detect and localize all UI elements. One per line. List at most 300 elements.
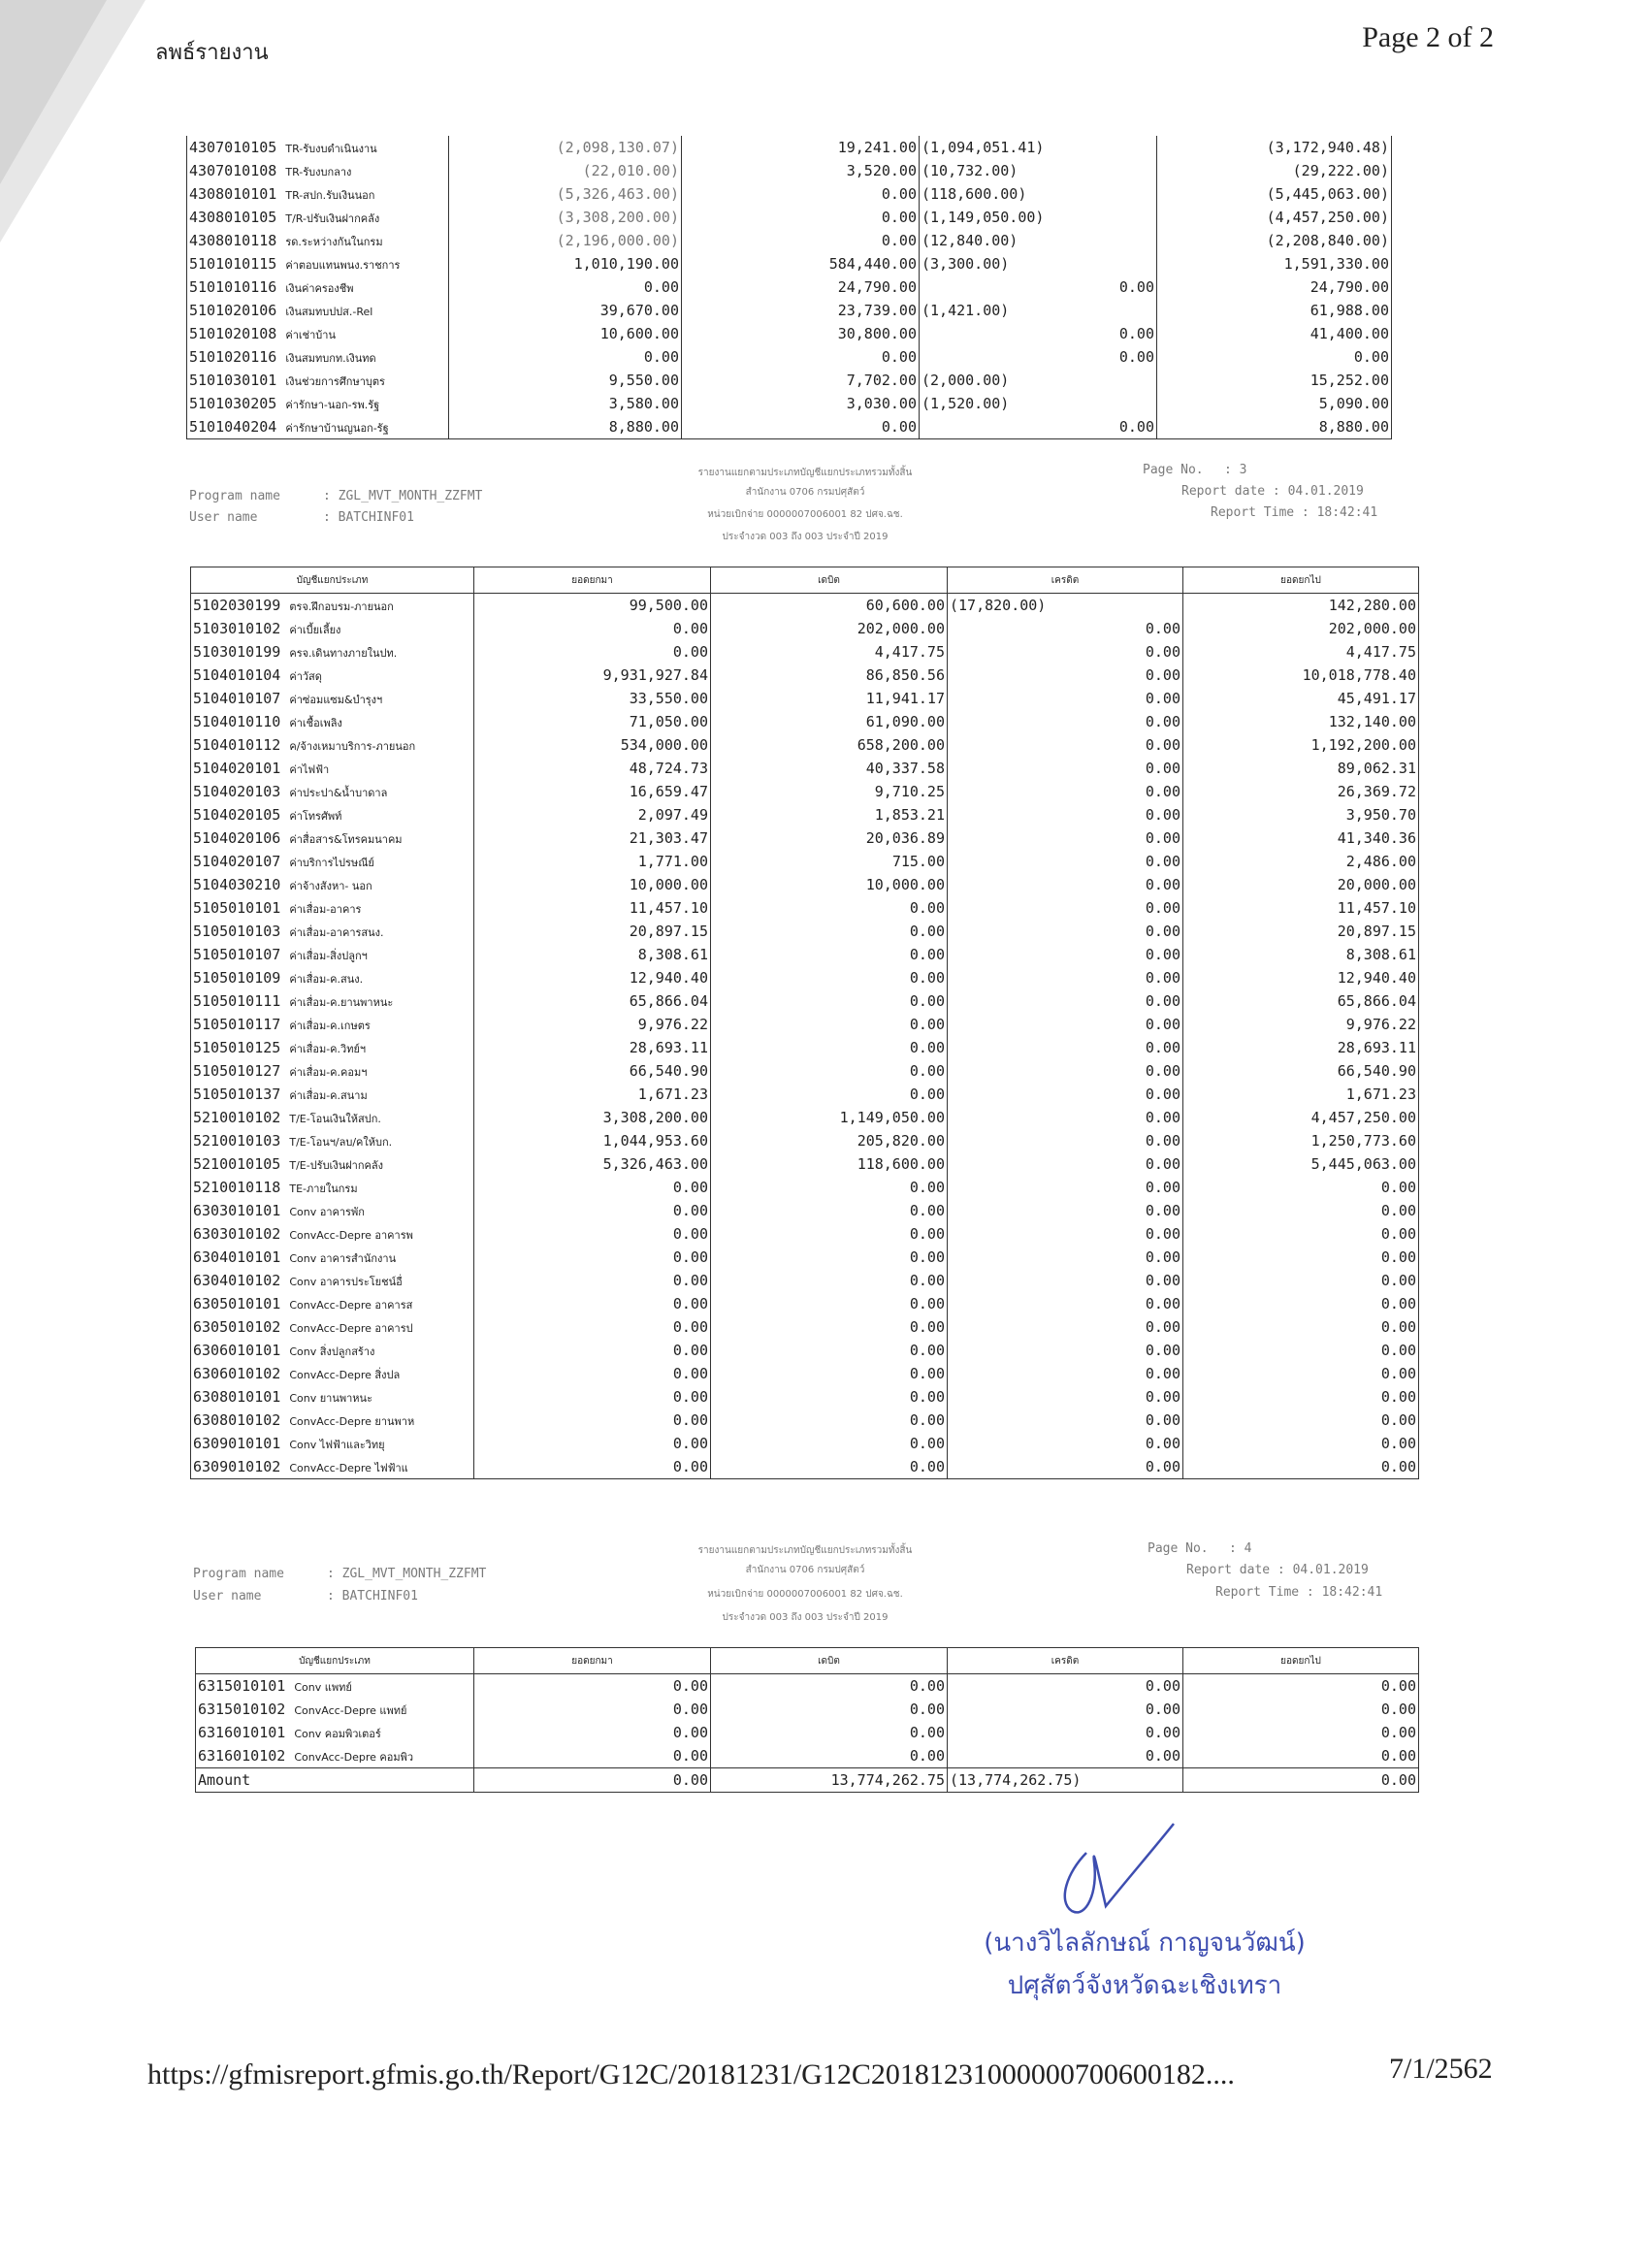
account-code: 5104010112 bbox=[193, 735, 281, 754]
credit-cell: 0.00 bbox=[948, 1176, 1183, 1199]
table-row bbox=[196, 1721, 1419, 1744]
account-code: 5105010107 bbox=[193, 945, 281, 963]
carried-forward-cell: 12,940.40 bbox=[1183, 966, 1419, 989]
credit-cell: (1,094,051.41) bbox=[920, 136, 1157, 159]
carried-forward-cell: 1,192,200.00 bbox=[1183, 733, 1419, 757]
account-name: เงินช่วยการศึกษาบุตร bbox=[285, 374, 385, 388]
brought-forward-cell: 0.00 bbox=[474, 1199, 711, 1222]
table-row bbox=[187, 229, 1392, 252]
table-row bbox=[191, 1362, 1419, 1385]
debit-cell: 0.00 bbox=[711, 1744, 948, 1768]
page-no-label: Page No. bbox=[1143, 463, 1204, 477]
account-code: 5104020105 bbox=[193, 805, 281, 824]
account-cell bbox=[191, 1455, 474, 1479]
carried-forward-cell: 65,866.04 bbox=[1183, 989, 1419, 1013]
carried-forward-cell: 0.00 bbox=[1183, 1315, 1419, 1339]
table-row bbox=[191, 989, 1419, 1013]
credit-cell: 0.00 bbox=[920, 345, 1157, 369]
debit-cell: 0.00 bbox=[711, 1698, 948, 1721]
account-name: Conv ไฟฟ้าและวิทยุ bbox=[289, 1438, 385, 1451]
table-row bbox=[191, 1385, 1419, 1409]
account-name: ConvAcc-Depre ยานพาห bbox=[289, 1414, 415, 1428]
account-name: Conv แพทย์ bbox=[294, 1680, 352, 1694]
table-row bbox=[187, 345, 1392, 369]
table-row bbox=[191, 896, 1419, 920]
credit-cell: 0.00 bbox=[948, 1409, 1183, 1432]
brought-forward-cell: 10,000.00 bbox=[474, 873, 711, 896]
carried-forward-cell: 10,018,778.40 bbox=[1183, 664, 1419, 687]
account-name: T/E-โอนฯ/ลบ/คให้บก. bbox=[289, 1135, 393, 1149]
account-code: 5210010103 bbox=[193, 1131, 281, 1150]
account-cell bbox=[191, 966, 474, 989]
credit-cell: 0.00 bbox=[948, 1315, 1183, 1339]
account-cell bbox=[187, 299, 449, 322]
account-cell bbox=[191, 1315, 474, 1339]
table-row bbox=[191, 664, 1419, 687]
account-name: ค่าประปา&น้ำบาดาล bbox=[289, 786, 388, 799]
account-code: 5105010109 bbox=[193, 968, 281, 987]
account-code: 6306010101 bbox=[193, 1341, 281, 1359]
account-cell bbox=[191, 1083, 474, 1106]
account-cell bbox=[187, 136, 449, 159]
credit-cell: (1,421.00) bbox=[920, 299, 1157, 322]
account-cell bbox=[187, 415, 449, 439]
account-name: ค่าเชื้อเพลิง bbox=[289, 716, 342, 729]
account-name: ค่าเสื่อม-อาคารสนง. bbox=[289, 925, 384, 939]
account-name: Conv คอมพิวเตอร์ bbox=[294, 1727, 381, 1740]
credit-cell: 0.00 bbox=[948, 920, 1183, 943]
carried-forward-cell: 28,693.11 bbox=[1183, 1036, 1419, 1059]
debit-cell: 0.00 bbox=[711, 1362, 948, 1385]
carried-forward-cell: 20,000.00 bbox=[1183, 873, 1419, 896]
credit-cell: (118,600.00) bbox=[920, 182, 1157, 206]
account-code: 4308010118 bbox=[189, 231, 277, 249]
account-cell bbox=[187, 252, 449, 275]
carried-forward-cell: 0.00 bbox=[1183, 1222, 1419, 1246]
table-row bbox=[191, 1292, 1419, 1315]
credit-cell: 0.00 bbox=[948, 617, 1183, 640]
brought-forward-cell: 0.00 bbox=[474, 617, 711, 640]
brought-forward-cell: 0.00 bbox=[474, 1385, 711, 1409]
brought-forward-cell: 0.00 bbox=[474, 1292, 711, 1315]
account-cell bbox=[191, 943, 474, 966]
debit-cell: 19,241.00 bbox=[682, 136, 920, 159]
user-name-value-p4: : BATCHINF01 bbox=[327, 1589, 418, 1604]
col-header-credit: เครดิต bbox=[948, 1648, 1183, 1674]
report-agency-p4: สำนักงาน 0706 กรมปศุสัตว์ bbox=[745, 1565, 865, 1575]
account-code: 5210010118 bbox=[193, 1178, 281, 1196]
account-cell bbox=[191, 1176, 474, 1199]
debit-cell: 0.00 bbox=[711, 1199, 948, 1222]
account-cell bbox=[187, 159, 449, 182]
account-name: ค่าเสื่อม-ค.วิทย์ฯ bbox=[289, 1042, 367, 1055]
brought-forward-cell: (2,196,000.00) bbox=[449, 229, 682, 252]
debit-cell: 3,030.00 bbox=[682, 392, 920, 415]
carried-forward-cell: 0.00 bbox=[1183, 1292, 1419, 1315]
carried-forward-cell: 61,988.00 bbox=[1157, 299, 1392, 322]
credit-cell: 0.00 bbox=[948, 1129, 1183, 1152]
signatory-title: ปศุสัตว์จังหวัดฉะเชิงเทรา bbox=[1007, 1971, 1282, 2000]
carried-forward-cell: 4,457,250.00 bbox=[1183, 1106, 1419, 1129]
col-header-account: บัญชีแยกประเภท bbox=[191, 567, 474, 594]
brought-forward-cell: (22,010.00) bbox=[449, 159, 682, 182]
account-code: 5105010127 bbox=[193, 1061, 281, 1080]
account-code: 5104010104 bbox=[193, 665, 281, 684]
carried-forward-cell: 26,369.72 bbox=[1183, 780, 1419, 803]
table-row bbox=[187, 322, 1392, 345]
table-row bbox=[191, 1339, 1419, 1362]
report-dept-line: รายงานแยกตามประเภทบัญชีแยกประเภทรวมทั้งสิ้น bbox=[697, 468, 913, 478]
account-cell bbox=[191, 780, 474, 803]
account-cell bbox=[187, 206, 449, 229]
brought-forward-cell: 11,457.10 bbox=[474, 896, 711, 920]
account-name: รด.ระหว่างกันในกรม bbox=[285, 235, 383, 248]
brought-forward-cell: 0.00 bbox=[474, 1362, 711, 1385]
user-name-label: User name bbox=[189, 510, 258, 525]
account-cell bbox=[191, 989, 474, 1013]
brought-forward-cell: 0.00 bbox=[474, 1432, 711, 1455]
table-row bbox=[191, 780, 1419, 803]
credit-cell: 0.00 bbox=[920, 415, 1157, 439]
signature-mark bbox=[1048, 1814, 1203, 1921]
account-cell bbox=[187, 322, 449, 345]
credit-cell: 0.00 bbox=[948, 710, 1183, 733]
account-cell bbox=[191, 733, 474, 757]
brought-forward-cell: 1,044,953.60 bbox=[474, 1129, 711, 1152]
account-cell bbox=[187, 392, 449, 415]
account-cell bbox=[191, 873, 474, 896]
table-row bbox=[191, 640, 1419, 664]
debit-cell: 0.00 bbox=[711, 966, 948, 989]
brought-forward-cell: (5,326,463.00) bbox=[449, 182, 682, 206]
debit-cell: 715.00 bbox=[711, 850, 948, 873]
debit-cell: 0.00 bbox=[711, 1721, 948, 1744]
account-code: 5210010102 bbox=[193, 1108, 281, 1126]
col-header-brought-forward: ยอดยกมา bbox=[474, 567, 711, 594]
table-row bbox=[191, 1432, 1419, 1455]
brought-forward-cell: 0.00 bbox=[474, 1339, 711, 1362]
table-row bbox=[191, 1059, 1419, 1083]
credit-cell: 0.00 bbox=[948, 1083, 1183, 1106]
account-name: ค่าเสื่อม-ค.ยานพาหนะ bbox=[289, 995, 394, 1009]
table-row bbox=[187, 415, 1392, 439]
account-name: ค่ารักษาบ้านญนอก-รัฐ bbox=[285, 421, 389, 435]
account-code: 5101020116 bbox=[189, 347, 277, 366]
credit-cell: 0.00 bbox=[948, 1059, 1183, 1083]
account-cell bbox=[196, 1674, 474, 1699]
table-row bbox=[191, 757, 1419, 780]
brought-forward-cell: 16,659.47 bbox=[474, 780, 711, 803]
signatory-name: (นางวิไลลักษณ์ กาญจนวัฒน์) bbox=[984, 1928, 1306, 1958]
debit-cell: 202,000.00 bbox=[711, 617, 948, 640]
debit-cell: 30,800.00 bbox=[682, 322, 920, 345]
credit-cell: (12,840.00) bbox=[920, 229, 1157, 252]
account-name: ครจ.เดินทางภายในปท. bbox=[289, 646, 398, 660]
account-code: 5104010110 bbox=[193, 712, 281, 730]
account-code: 5105010101 bbox=[193, 898, 281, 917]
table-row bbox=[187, 206, 1392, 229]
account-cell bbox=[187, 182, 449, 206]
account-code: 4308010105 bbox=[189, 208, 277, 226]
account-name: ค่าเสื่อม-ค.คอมฯ bbox=[289, 1065, 368, 1079]
debit-cell: 1,853.21 bbox=[711, 803, 948, 826]
table-row bbox=[191, 1315, 1419, 1339]
report-period-p4: ประจำงวด 003 ถึง 003 ประจำปี 2019 bbox=[722, 1612, 889, 1623]
account-name: ค่ารักษา-นอก-รพ.รัฐ bbox=[285, 398, 380, 411]
account-name: Conv อาคารประโยชน์อื่ bbox=[289, 1275, 403, 1288]
debit-cell: 0.00 bbox=[682, 182, 920, 206]
brought-forward-cell: 1,771.00 bbox=[474, 850, 711, 873]
page-no-value: : 3 bbox=[1224, 463, 1247, 477]
account-cell bbox=[191, 1106, 474, 1129]
table-row bbox=[191, 803, 1419, 826]
brought-forward-cell: 20,897.15 bbox=[474, 920, 711, 943]
account-code: 6303010102 bbox=[193, 1224, 281, 1243]
account-code: 5101030205 bbox=[189, 394, 277, 412]
table-row bbox=[191, 1176, 1419, 1199]
carried-forward-cell: 142,280.00 bbox=[1183, 594, 1419, 618]
credit-cell: 0.00 bbox=[948, 1292, 1183, 1315]
account-name: ค่าสื่อสาร&โทรคมนาคม bbox=[289, 832, 403, 846]
debit-cell: 584,440.00 bbox=[682, 252, 920, 275]
table-row bbox=[196, 1674, 1419, 1699]
credit-cell: (2,000.00) bbox=[920, 369, 1157, 392]
carried-forward-cell: 11,457.10 bbox=[1183, 896, 1419, 920]
page-number: Page 2 of 2 bbox=[1362, 21, 1494, 53]
debit-cell: 0.00 bbox=[711, 1246, 948, 1269]
table-row bbox=[191, 873, 1419, 896]
account-code: 6308010101 bbox=[193, 1387, 281, 1406]
brought-forward-cell: 534,000.00 bbox=[474, 733, 711, 757]
credit-cell: 0.00 bbox=[948, 757, 1183, 780]
credit-cell: (17,820.00) bbox=[948, 594, 1183, 618]
credit-cell: 0.00 bbox=[948, 826, 1183, 850]
page-fold bbox=[0, 0, 146, 243]
debit-cell: 4,417.75 bbox=[711, 640, 948, 664]
account-cell bbox=[187, 345, 449, 369]
table-row bbox=[191, 850, 1419, 873]
debit-cell: 0.00 bbox=[711, 1339, 948, 1362]
debit-cell: 9,710.25 bbox=[711, 780, 948, 803]
account-code: 5104020103 bbox=[193, 782, 281, 800]
account-code: 5210010105 bbox=[193, 1154, 281, 1173]
col-header-carried-forward: ยอดยกไป bbox=[1183, 1648, 1419, 1674]
account-cell bbox=[191, 1152, 474, 1176]
account-cell bbox=[191, 1129, 474, 1152]
table-row bbox=[191, 943, 1419, 966]
debit-cell: 3,520.00 bbox=[682, 159, 920, 182]
table-row bbox=[191, 1013, 1419, 1036]
brought-forward-cell: 0.00 bbox=[474, 1315, 711, 1339]
debit-cell: 0.00 bbox=[711, 989, 948, 1013]
table-row bbox=[191, 1246, 1419, 1269]
credit-cell: 0.00 bbox=[948, 1199, 1183, 1222]
credit-cell: 0.00 bbox=[948, 803, 1183, 826]
account-name: เงินสมทบกท.เงินทด bbox=[285, 351, 376, 365]
report-unit: หน่วยเบิกจ่าย 0000007006001 82 ปศจ.ฉช. bbox=[707, 509, 903, 520]
table-row bbox=[191, 826, 1419, 850]
table-row bbox=[187, 299, 1392, 322]
col-header-debit: เดบิต bbox=[711, 1648, 948, 1674]
credit-cell: 0.00 bbox=[948, 1432, 1183, 1455]
carried-forward-cell: 0.00 bbox=[1183, 1269, 1419, 1292]
col-header-credit: เครดิต bbox=[948, 567, 1183, 594]
account-cell bbox=[196, 1698, 474, 1721]
report-date: Report date : 04.01.2019 bbox=[1181, 484, 1364, 499]
program-name-label: Program name bbox=[189, 489, 280, 503]
account-cell bbox=[196, 1721, 474, 1744]
account-name: ค่าเสื่อม-สิ่งปลูกฯ bbox=[289, 949, 368, 962]
credit-cell: 0.00 bbox=[948, 733, 1183, 757]
account-code: 4307010108 bbox=[189, 161, 277, 179]
brought-forward-cell: 3,580.00 bbox=[449, 392, 682, 415]
account-name: ค่าตอบแทนพนง.ราชการ bbox=[285, 258, 401, 272]
carried-forward-cell: 0.00 bbox=[1183, 1176, 1419, 1199]
account-code: 5104020107 bbox=[193, 852, 281, 870]
table-row bbox=[191, 1222, 1419, 1246]
brought-forward-cell: 3,308,200.00 bbox=[474, 1106, 711, 1129]
account-code: 6309010102 bbox=[193, 1457, 281, 1475]
report-period: ประจำงวด 003 ถึง 003 ประจำปี 2019 bbox=[722, 532, 889, 542]
brought-forward-cell: 0.00 bbox=[474, 1721, 711, 1744]
table-row bbox=[191, 1409, 1419, 1432]
table-row bbox=[191, 1106, 1419, 1129]
credit-cell: 0.00 bbox=[948, 1339, 1183, 1362]
account-code: 5101040204 bbox=[189, 417, 277, 436]
table-row bbox=[191, 1083, 1419, 1106]
account-cell bbox=[191, 1362, 474, 1385]
credit-cell: 0.00 bbox=[948, 1698, 1183, 1721]
credit-cell: 0.00 bbox=[948, 1269, 1183, 1292]
table-row bbox=[191, 594, 1419, 618]
account-name: ConvAcc-Depre คอมพิว bbox=[294, 1750, 414, 1764]
table-row bbox=[187, 369, 1392, 392]
brought-forward-cell: 8,308.61 bbox=[474, 943, 711, 966]
debit-cell: 0.00 bbox=[711, 1674, 948, 1699]
account-code: 6315010101 bbox=[198, 1676, 286, 1695]
account-name: ConvAcc-Depre สิ่งปล bbox=[289, 1368, 401, 1381]
brought-forward-cell: 9,976.22 bbox=[474, 1013, 711, 1036]
account-cell bbox=[191, 1036, 474, 1059]
debit-cell: 0.00 bbox=[711, 1432, 948, 1455]
brought-forward-cell: 5,326,463.00 bbox=[474, 1152, 711, 1176]
carried-forward-cell: 1,671.23 bbox=[1183, 1083, 1419, 1106]
brought-forward-cell: 48,724.73 bbox=[474, 757, 711, 780]
brought-forward-cell: 0.00 bbox=[474, 1246, 711, 1269]
brought-forward-cell: 33,550.00 bbox=[474, 687, 711, 710]
carried-forward-cell: 8,308.61 bbox=[1183, 943, 1419, 966]
debit-cell: 118,600.00 bbox=[711, 1152, 948, 1176]
account-code: 5101030101 bbox=[189, 371, 277, 389]
report-agency: สำนักงาน 0706 กรมปศุสัตว์ bbox=[745, 487, 865, 498]
brought-forward-cell: 10,600.00 bbox=[449, 322, 682, 345]
brought-forward-cell: 1,010,190.00 bbox=[449, 252, 682, 275]
debit-cell: 658,200.00 bbox=[711, 733, 948, 757]
account-cell bbox=[191, 803, 474, 826]
amount-credit: (13,774,262.75) bbox=[948, 1768, 1183, 1793]
account-code: 5101010115 bbox=[189, 254, 277, 273]
carried-forward-cell: 0.00 bbox=[1183, 1455, 1419, 1479]
account-code: 5105010117 bbox=[193, 1015, 281, 1033]
amount-label: Amount bbox=[196, 1768, 474, 1793]
carried-forward-cell: 9,976.22 bbox=[1183, 1013, 1419, 1036]
brought-forward-cell: 1,671.23 bbox=[474, 1083, 711, 1106]
table-row bbox=[187, 136, 1392, 159]
page-no-value-p4: : 4 bbox=[1229, 1541, 1252, 1556]
brought-forward-cell: 0.00 bbox=[449, 345, 682, 369]
credit-cell: (1,520.00) bbox=[920, 392, 1157, 415]
amount-debit: 13,774,262.75 bbox=[711, 1768, 948, 1793]
account-cell bbox=[191, 1269, 474, 1292]
account-code: 5105010103 bbox=[193, 922, 281, 940]
debit-cell: 11,941.17 bbox=[711, 687, 948, 710]
account-code: 5104020101 bbox=[193, 759, 281, 777]
carried-forward-cell: (3,172,940.48) bbox=[1157, 136, 1392, 159]
credit-cell: 0.00 bbox=[948, 640, 1183, 664]
table-row bbox=[191, 1152, 1419, 1176]
carried-forward-cell: 15,252.00 bbox=[1157, 369, 1392, 392]
account-cell bbox=[191, 850, 474, 873]
user-name-value: : BATCHINF01 bbox=[323, 510, 414, 525]
credit-cell: 0.00 bbox=[948, 1152, 1183, 1176]
debit-cell: 23,739.00 bbox=[682, 299, 920, 322]
user-name-label-p4: User name bbox=[193, 1589, 262, 1604]
account-name: ConvAcc-Depre แพทย์ bbox=[294, 1703, 407, 1717]
account-code: 6304010102 bbox=[193, 1271, 281, 1289]
carried-forward-cell: 41,340.36 bbox=[1183, 826, 1419, 850]
carried-forward-cell: 45,491.17 bbox=[1183, 687, 1419, 710]
table-row bbox=[191, 1199, 1419, 1222]
credit-cell: 0.00 bbox=[948, 850, 1183, 873]
account-cell bbox=[191, 687, 474, 710]
ledger-table-bottom bbox=[195, 1647, 1419, 1793]
account-cell bbox=[191, 617, 474, 640]
account-code: 6315010102 bbox=[198, 1700, 286, 1718]
col-header-debit: เดบิต bbox=[711, 567, 948, 594]
account-cell bbox=[191, 594, 474, 618]
debit-cell: 40,337.58 bbox=[711, 757, 948, 780]
carried-forward-cell: (5,445,063.00) bbox=[1157, 182, 1392, 206]
carried-forward-cell: 4,417.75 bbox=[1183, 640, 1419, 664]
account-code: 5104030210 bbox=[193, 875, 281, 893]
amount-carried-forward: 0.00 bbox=[1183, 1768, 1419, 1793]
account-cell bbox=[191, 640, 474, 664]
credit-cell: 0.00 bbox=[920, 275, 1157, 299]
account-name: ตรจ.ฝึกอบรม-ภายนอก bbox=[289, 599, 394, 613]
account-code: 6316010102 bbox=[198, 1746, 286, 1765]
account-cell bbox=[187, 369, 449, 392]
table-row bbox=[191, 617, 1419, 640]
account-code: 6306010102 bbox=[193, 1364, 281, 1382]
account-code: 6303010101 bbox=[193, 1201, 281, 1219]
report-time-p4: Report Time : 18:42:41 bbox=[1215, 1585, 1383, 1600]
program-name-value-p4: : ZGL_MVT_MONTH_ZZFMT bbox=[327, 1567, 487, 1581]
debit-cell: 0.00 bbox=[711, 943, 948, 966]
debit-cell: 0.00 bbox=[711, 1409, 948, 1432]
brought-forward-cell: 71,050.00 bbox=[474, 710, 711, 733]
debit-cell: 7,702.00 bbox=[682, 369, 920, 392]
account-name: ค่าจ้างสังหา- นอก bbox=[289, 879, 372, 892]
carried-forward-cell: 0.00 bbox=[1183, 1744, 1419, 1768]
credit-cell: 0.00 bbox=[948, 1674, 1183, 1699]
brought-forward-cell: 65,866.04 bbox=[474, 989, 711, 1013]
brought-forward-cell: 99,500.00 bbox=[474, 594, 711, 618]
credit-cell: 0.00 bbox=[948, 1246, 1183, 1269]
account-cell bbox=[191, 1222, 474, 1246]
carried-forward-cell: 66,540.90 bbox=[1183, 1059, 1419, 1083]
account-name: ค่าโทรศัพท์ bbox=[289, 809, 342, 823]
credit-cell: 0.00 bbox=[948, 664, 1183, 687]
